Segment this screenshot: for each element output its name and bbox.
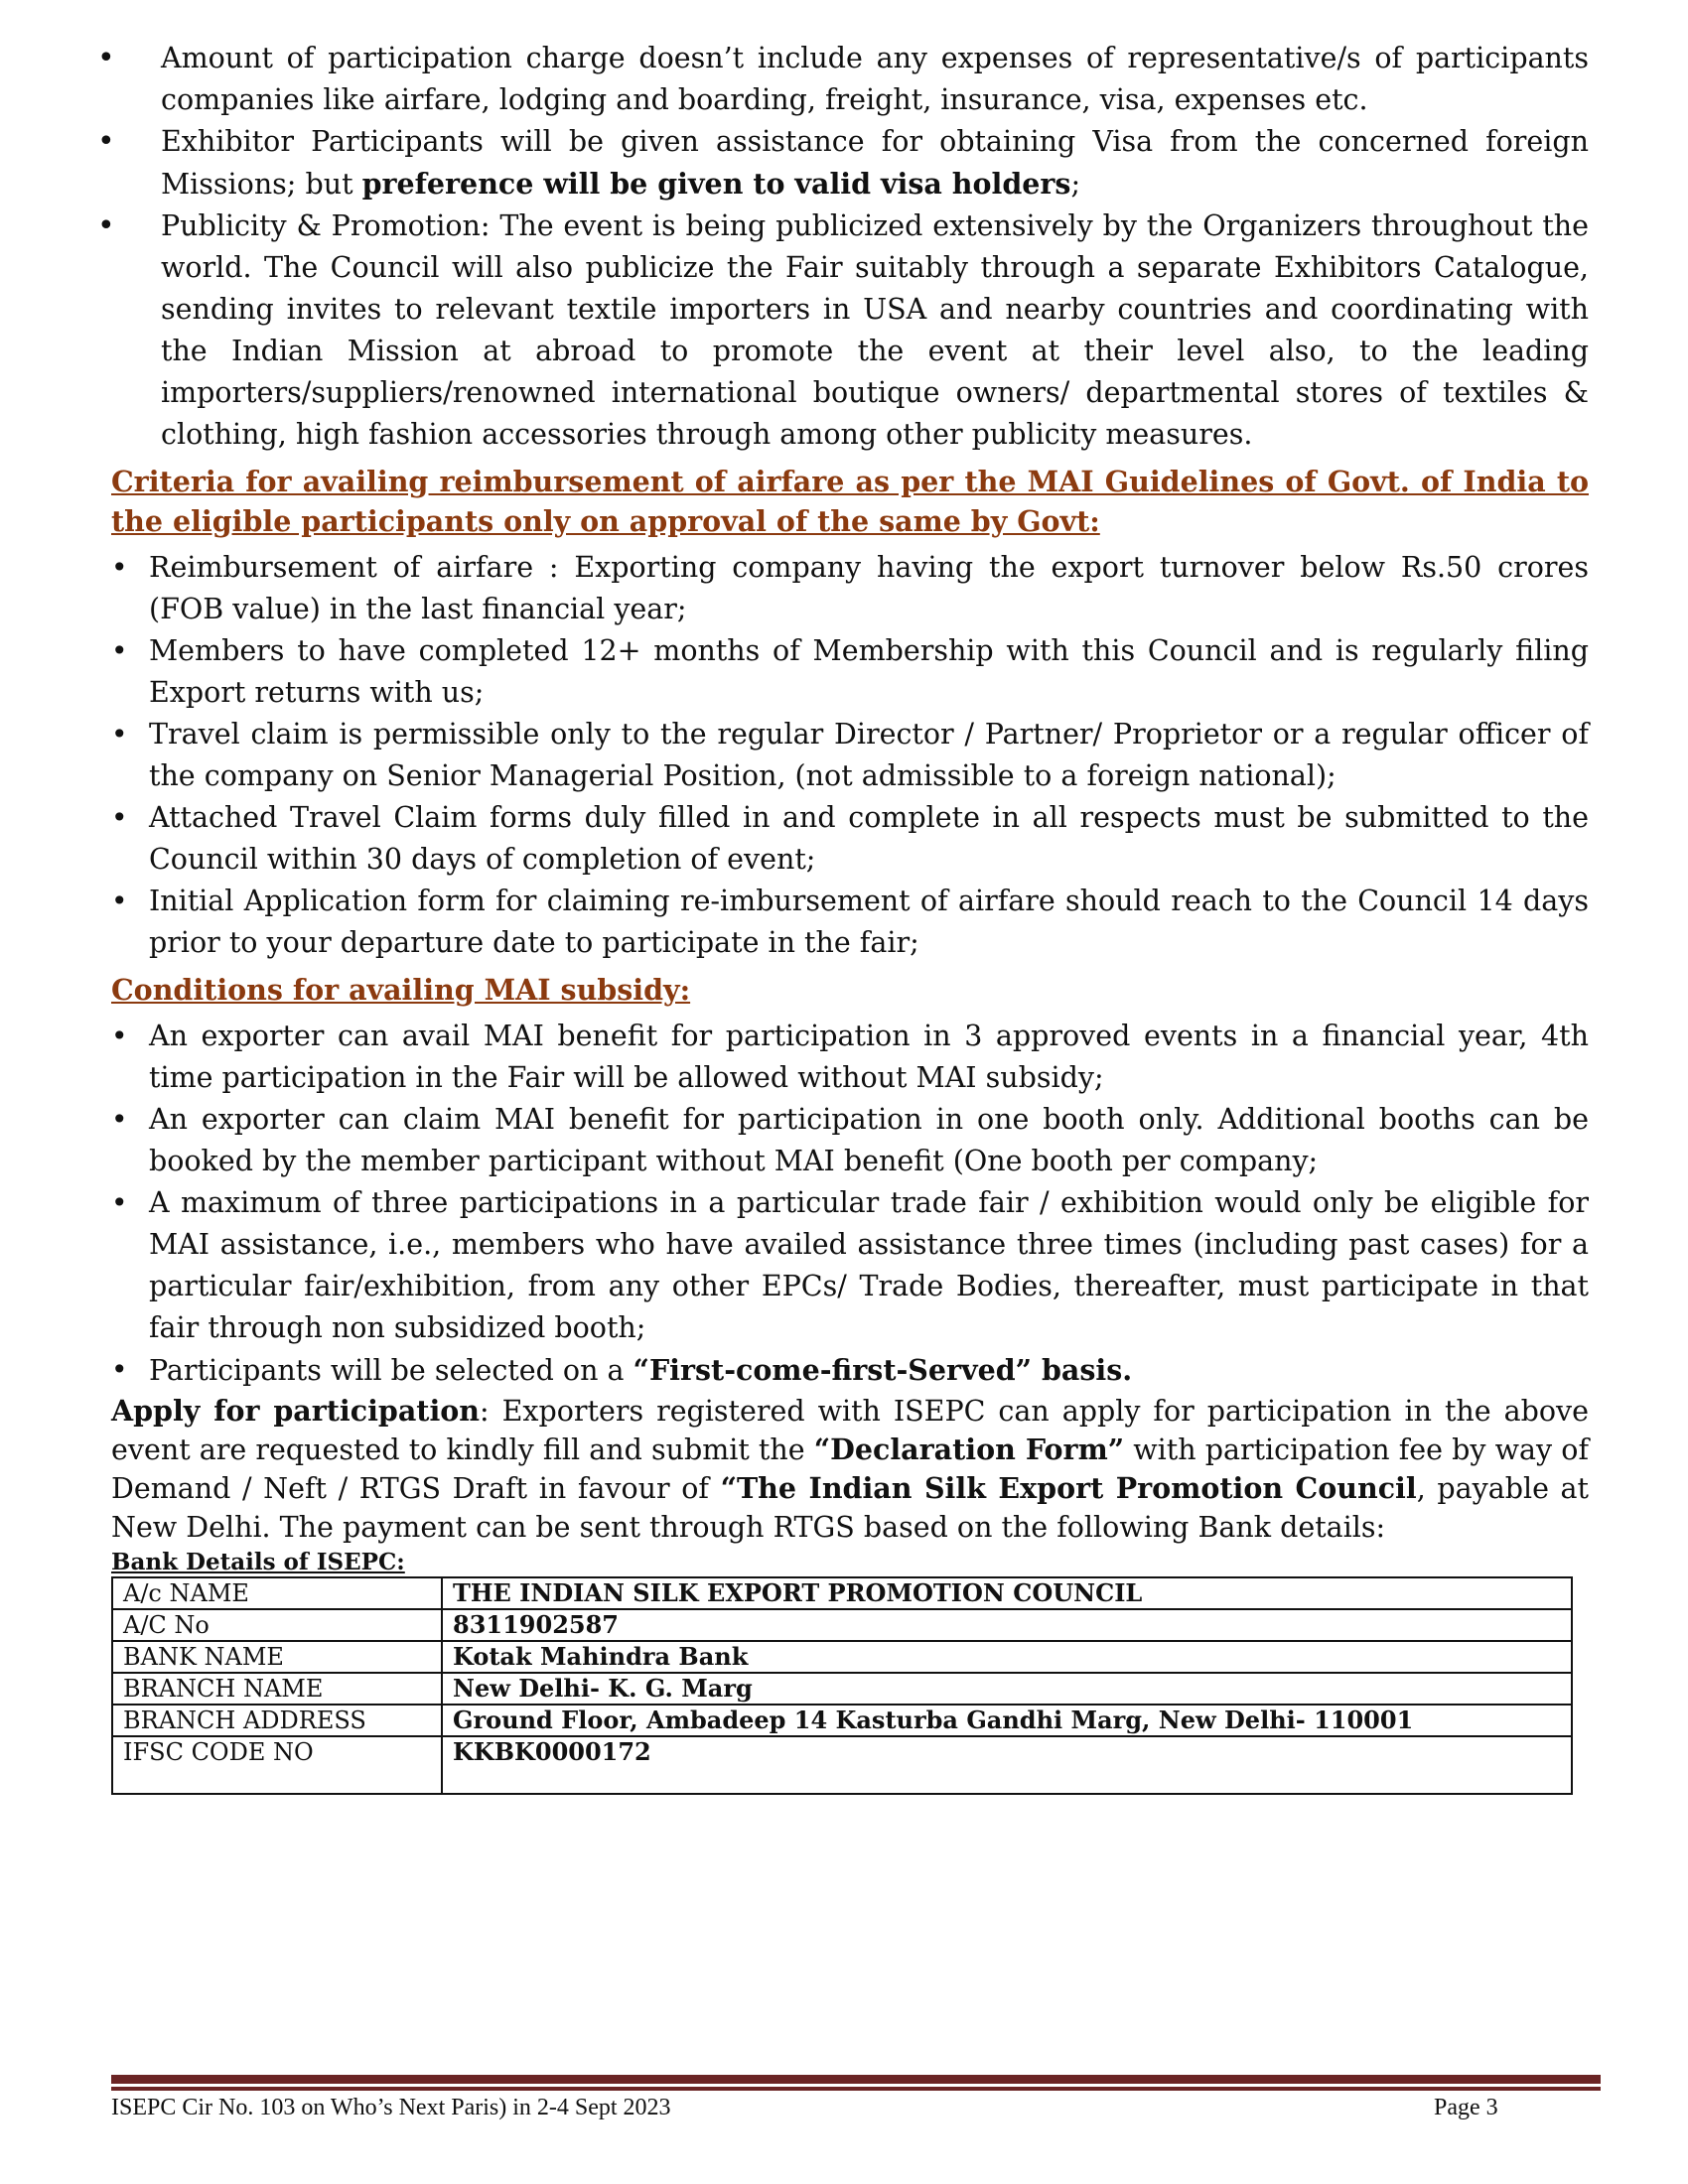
declaration-form-text: “Declaration Form” bbox=[813, 1433, 1125, 1466]
apply-text: with participation fee by way of Demand / Neft / RTGS Draft in favour of bbox=[111, 1433, 1589, 1505]
table-row bbox=[112, 1577, 1572, 1609]
list-item: • An exporter can claim MAI benefit for participation in one booth only. Additional booths can be booked by the member participant without MAI benefit (One booth per company; bbox=[111, 1099, 1589, 1182]
row-value: Kotak Mahindra Bank bbox=[442, 1641, 1572, 1673]
bank-details-table bbox=[111, 1576, 1573, 1795]
bullet-text: Exhibitor Participants will be given assistance for obtaining Visa from the concerned foreign Missions; but bbox=[161, 125, 1589, 201]
intro-bullet-list bbox=[111, 38, 1589, 456]
bullet-text: Participants will be selected on a bbox=[149, 1354, 633, 1387]
row-key: A/C No bbox=[112, 1609, 442, 1641]
apply-paragraph bbox=[111, 1392, 1589, 1547]
table-row bbox=[112, 1673, 1572, 1705]
table-row bbox=[112, 1705, 1572, 1736]
bullet-text: ; bbox=[1070, 168, 1081, 201]
footer-page-number: Page 3 bbox=[1434, 2095, 1498, 2120]
list-item bbox=[111, 205, 1589, 456]
list-item: • Reimbursement of airfare : Exporting company having the export turnover below Rs.50 crores (FOB value) in the last financial year; bbox=[111, 547, 1589, 630]
list-item: • An exporter can avail MAI benefit for participation in 3 approved events in a financial year, 4th time participation in the Fair will be allowed without MAI subsidy; bbox=[111, 1016, 1589, 1099]
bullet-text: Publicity & Promotion: The event is being publicized extensively by the Organizers throughout the world. The Council will also publicize the Fair suitably through a separate Exhibitors Catalogue, sending invites to relevant textile importers in USA and nearby countries and coordinating with the Indian Mission at abroad to promote the event at their level also, to the leading importers/suppliers/renowned international boutique owners/ departmental stores of textiles & clothing, high fashion accessories through among other publicity measures. bbox=[161, 209, 1589, 451]
conditions-list bbox=[111, 1016, 1589, 1392]
row-key: A/c NAME bbox=[112, 1577, 442, 1609]
row-key: BRANCH NAME bbox=[112, 1673, 442, 1705]
table-row bbox=[112, 1736, 1572, 1794]
footer-divider-thick bbox=[111, 2075, 1601, 2084]
list-item bbox=[111, 38, 1589, 121]
apply-label: Apply for participation bbox=[111, 1394, 481, 1428]
list-item: • Attached Travel Claim forms duly filled in and complete in all respects must be submitted to the Council within 30 days of completion of event; bbox=[111, 797, 1589, 881]
payee-name-text: “The Indian Silk Export Promotion Council bbox=[720, 1471, 1417, 1505]
row-key: BANK NAME bbox=[112, 1641, 442, 1673]
row-value: Ground Floor, Ambadeep 14 Kasturba Gandhi Marg, New Delhi- 110001 bbox=[442, 1705, 1572, 1736]
bullet-text: Amount of participation charge doesn’t include any expenses of representative/s of participants companies like airfare, lodging and boarding, freight, insurance, visa, expenses etc. bbox=[161, 42, 1589, 116]
document-page bbox=[111, 38, 1589, 1795]
bullet-bold-text: preference will be given to valid visa holders bbox=[361, 167, 1071, 201]
list-item: • A maximum of three participations in a particular trade fair / exhibition would only be eligible for MAI assistance, i.e., members who have availed assistance three times (including past cases) for a particular fair/exhibition, from any other EPCs/ Trade Bodies, thereafter, must participate in that fair through non subsidized booth; bbox=[111, 1182, 1589, 1349]
list-item: • Travel claim is permissible only to the regular Director / Partner/ Proprietor or a regular officer of the company on Senior Managerial Position, (not admissible to a foreign national); bbox=[111, 714, 1589, 797]
footer-circular-reference: ISEPC Cir No. 103 on Who’s Next Paris) in 2-4 Sept 2023 bbox=[111, 2095, 671, 2120]
list-item: • Members to have completed 12+ months of Membership with this Council and is regularly filing Export returns with us; bbox=[111, 630, 1589, 714]
table-row bbox=[112, 1609, 1572, 1641]
row-value: KKBK0000172 bbox=[442, 1736, 1572, 1794]
row-value: New Delhi- K. G. Marg bbox=[442, 1673, 1572, 1705]
bullet-bold-text: “First-come-first-Served” basis. bbox=[633, 1353, 1133, 1387]
list-item bbox=[111, 121, 1589, 205]
row-key: BRANCH ADDRESS bbox=[112, 1705, 442, 1736]
table-row bbox=[112, 1641, 1572, 1673]
apply-text: , payable at New Delhi. The payment can be sent through RTGS based on the following Bank details: bbox=[111, 1472, 1589, 1544]
criteria-heading: Criteria for availing reimbursement of airfare as per the MAI Guidelines of Govt. of India to the eligible participants only on approval of the same by Govt: bbox=[111, 465, 1589, 538]
criteria-list bbox=[111, 547, 1589, 964]
list-item bbox=[111, 1349, 1589, 1392]
footer-divider-thin bbox=[111, 2087, 1601, 2091]
list-item: • Initial Application form for claiming re-imbursement of airfare should reach to the Council 14 days prior to your departure date to participate in the fair; bbox=[111, 881, 1589, 964]
row-value: THE INDIAN SILK EXPORT PROMOTION COUNCIL bbox=[442, 1577, 1572, 1609]
row-key: IFSC CODE NO bbox=[112, 1736, 442, 1794]
bank-details-title: Bank Details of ISEPC: bbox=[111, 1549, 405, 1575]
apply-text: : Exporters registered with ISEPC can apply for participation in the above event are requested to kindly fill and submit the bbox=[111, 1395, 1589, 1466]
row-value: 8311902587 bbox=[442, 1609, 1572, 1641]
conditions-heading: Conditions for availing MAI subsidy: bbox=[111, 973, 691, 1007]
